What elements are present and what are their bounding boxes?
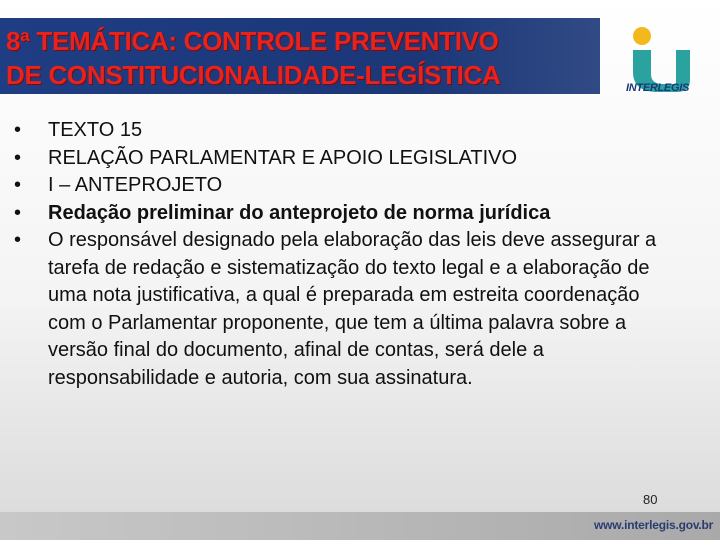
bullet-icon: •	[14, 146, 22, 169]
list-item-text: I – ANTEPROJETO	[48, 174, 223, 196]
list-item	[14, 227, 674, 392]
bullet-icon: •	[14, 201, 22, 224]
footer-url: www.interlegis.gov.br	[594, 518, 714, 532]
bullet-list	[14, 117, 674, 392]
slide-title	[6, 24, 606, 92]
list-item	[14, 172, 674, 200]
list-item-text: RELAÇÃO PARLAMENTAR E APOIO LEGISLATIVO	[48, 146, 518, 169]
list-item-text: O responsável designado pela elaboração das leis deve assegurar a tarefa de redação e sistematização do texto legal e a elaboração de uma nota justificativa, a qual é preparada em estreita coordenação com o Parlamentar proponente, que tem a última palavra sobre a versão final do documento, afinal de contas, será dele a responsabilidade e autoria, com sua assinatura.	[48, 229, 657, 389]
title-line-2: DE CONSTITUCIONALIDADE-LEGÍSTICA	[6, 60, 501, 90]
list-item	[14, 145, 674, 173]
bullet-icon: •	[14, 119, 22, 141]
list-item-text: Redação preliminar do anteprojeto de norma jurídica	[48, 201, 551, 224]
bullet-icon: •	[14, 229, 22, 251]
bullet-icon: •	[14, 174, 22, 196]
title-line-1: 8ª TEMÁTICA: CONTROLE PREVENTIVO	[6, 26, 499, 56]
page-number: 80	[643, 492, 658, 507]
list-item	[14, 200, 674, 228]
list-item	[14, 117, 674, 145]
list-item-text: TEXTO 15	[48, 119, 143, 141]
logo-wordmark: INTERLEGIS	[626, 82, 690, 94]
